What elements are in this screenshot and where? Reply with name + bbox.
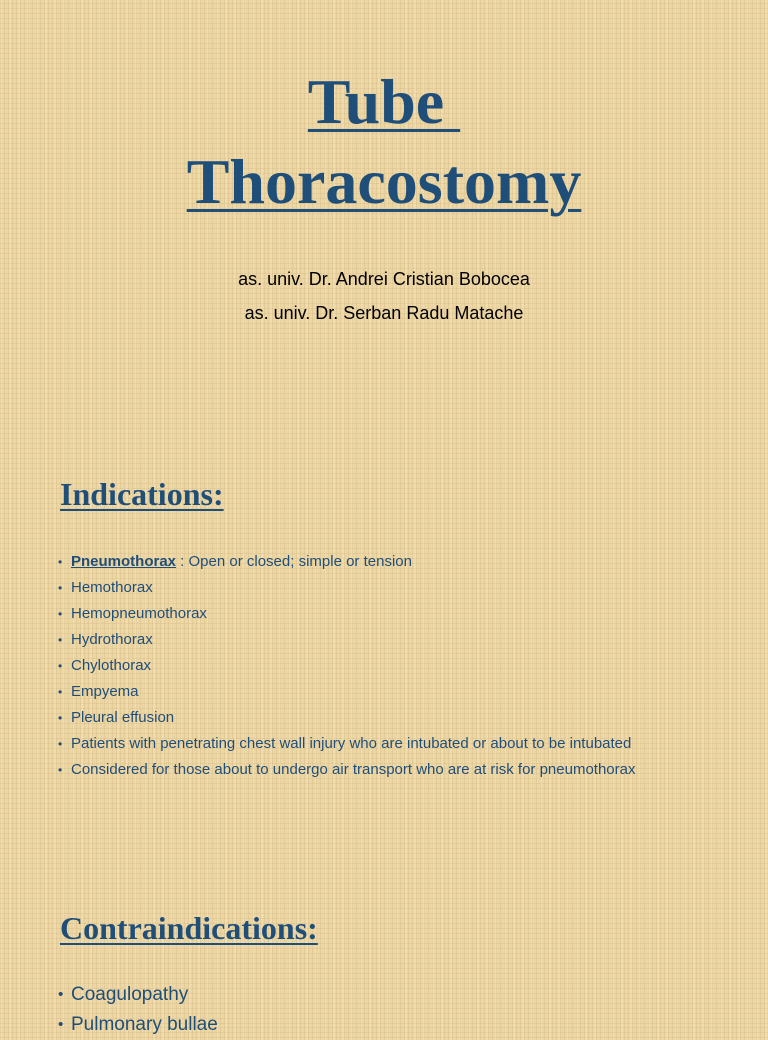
list-item [58, 980, 218, 1010]
author-1: as. univ. Dr. Andrei Cristian Bobocea [238, 269, 530, 289]
indication-text: : Open or closed; simple or tension [176, 553, 412, 570]
bullet-icon: • [58, 685, 63, 699]
list-item [58, 731, 636, 757]
indication-text: Pleural effusion [71, 709, 175, 726]
indication-text: Hydrothorax [71, 631, 153, 648]
bullet-icon: • [58, 633, 63, 647]
list-item [58, 601, 636, 627]
author-2: as. univ. Dr. Serban Radu Matache [244, 303, 524, 323]
list-item [58, 757, 636, 783]
indications-list [58, 549, 636, 783]
bullet-icon: • [58, 737, 63, 751]
list-item [58, 1010, 218, 1040]
list-item [58, 575, 636, 601]
indications-heading: Indications: [60, 476, 224, 512]
list-item [58, 679, 636, 705]
indication-text: Hemopneumothorax [71, 605, 207, 622]
list-item [58, 653, 636, 679]
bullet-icon: • [58, 986, 64, 1003]
indication-text: Hemothorax [71, 579, 153, 596]
list-item [58, 627, 636, 653]
bullet-icon: • [58, 581, 63, 595]
indication-strong: Pneumothorax [71, 553, 177, 570]
indications-slide [0, 440, 768, 1035]
list-item [58, 705, 636, 731]
bullet-icon: • [58, 763, 63, 777]
indication-text: Chylothorax [71, 657, 152, 674]
contraindication-text: Pulmonary bullae [71, 1014, 218, 1035]
bullet-icon: • [58, 711, 63, 725]
indication-text: Patients with penetrating chest wall injury who are intubated or about to be intubated [71, 735, 632, 752]
authors-block [0, 262, 768, 330]
bullet-icon: • [58, 659, 63, 673]
bullet-icon: • [58, 607, 63, 621]
bullet-icon: • [58, 1016, 64, 1033]
indication-text: Considered for those about to undergo air transport who are at risk for pneumothorax [71, 761, 636, 778]
title-slide [0, 0, 768, 440]
contraindications-heading: Contraindications: [60, 910, 318, 946]
title-line-1: Tube [307, 66, 461, 137]
contraindication-text: Coagulopathy [71, 984, 189, 1005]
list-item [58, 549, 636, 575]
bullet-icon: • [58, 555, 63, 569]
contraindications-list [58, 980, 218, 1040]
title-line-2: Thoracostomy [186, 146, 582, 217]
indication-text: Empyema [71, 683, 139, 700]
slide-title [0, 62, 768, 222]
